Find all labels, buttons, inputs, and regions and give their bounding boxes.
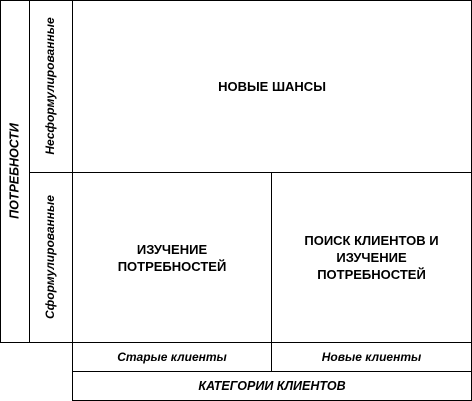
line-left-outer bbox=[0, 0, 1, 343]
column-label-old-clients-text: Старые клиенты bbox=[117, 350, 227, 364]
column-label-new-clients-text: Новые клиенты bbox=[321, 350, 422, 364]
cell-new-chances-text: НОВЫЕ ШАНСЫ bbox=[218, 79, 326, 94]
row-label-formulated bbox=[39, 171, 61, 343]
vertical-axis-title bbox=[4, 0, 26, 343]
row-label-formulated-text: Сформулированные bbox=[43, 195, 57, 319]
row-label-unformulated bbox=[39, 0, 61, 172]
cell-needs-study bbox=[73, 173, 271, 342]
cell-needs-study-text: ИЗУЧЕНИЕ ПОТРЕБНОСТЕЙ bbox=[117, 241, 227, 274]
column-label-new-clients bbox=[272, 343, 471, 371]
cell-client-search-text: ПОИСК КЛИЕНТОВ И ИЗУЧЕНИЕ ПОТРЕБНОСТЕЙ bbox=[304, 233, 439, 282]
column-label-old-clients bbox=[73, 343, 271, 371]
line-left-inner bbox=[29, 0, 30, 343]
cell-client-search bbox=[272, 173, 471, 342]
row-label-unformulated-text: Несформулированные bbox=[43, 17, 57, 155]
horizontal-axis-title-text: КАТЕГОРИИ КЛИЕНТОВ bbox=[198, 379, 346, 393]
horizontal-axis-title bbox=[73, 372, 471, 400]
vertical-axis-title-text: ПОТРЕБНОСТИ bbox=[7, 123, 22, 219]
cell-new-chances bbox=[73, 1, 471, 172]
